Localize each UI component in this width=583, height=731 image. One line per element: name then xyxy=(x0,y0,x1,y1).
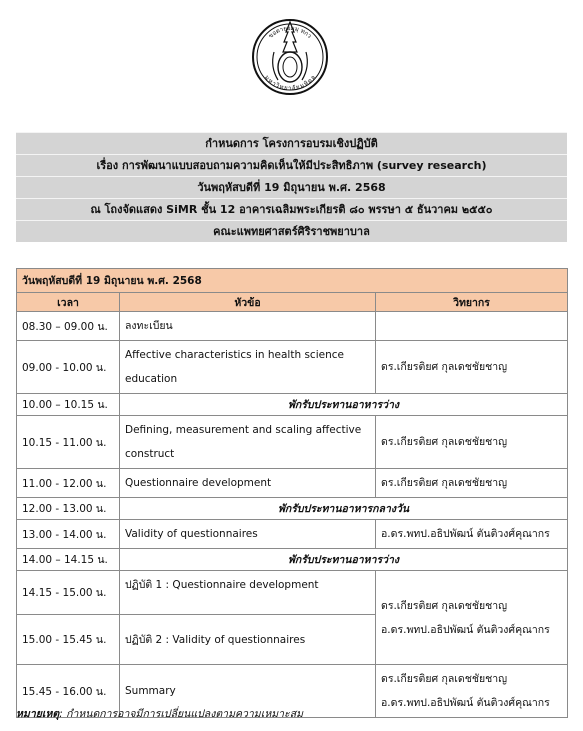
header-date: วันพฤหัสบดีที่ 19 มิถุนายน พ.ศ. 2568 xyxy=(16,176,567,198)
row-topic: Summary xyxy=(120,665,376,718)
row-time: 14.15 - 15.00 น. xyxy=(17,571,120,615)
row-speakers xyxy=(376,312,568,341)
row-topic: ปฏิบัติ 2 : Validity of questionnaires xyxy=(120,615,376,665)
row-topic: ลงทะเบียน xyxy=(120,312,376,341)
row-time: 15.45 - 16.00 น. xyxy=(17,665,120,718)
break-row xyxy=(17,549,568,571)
row-speakers xyxy=(376,416,568,469)
schedule-table-wrapper xyxy=(16,268,567,718)
schedule-date-bar xyxy=(17,269,568,293)
footnote-text: : กำหนดการอาจมีการเปลี่ยนแปลงตามความเหมาะสม xyxy=(59,708,304,720)
row-topic: Defining, measurement and scaling affective construct xyxy=(120,416,376,469)
row-time: 13.00 - 14.00 น. xyxy=(17,520,120,549)
row-time: 11.00 - 12.00 น. xyxy=(17,469,120,498)
column-speaker: วิทยากร xyxy=(376,293,568,312)
row-speakers xyxy=(376,341,568,394)
row-speakers xyxy=(376,469,568,498)
svg-text:ขอตายยมมุ ทกว xyxy=(267,25,312,40)
speaker-name: อ.ดร.พทป.อธิปพัฒน์ ตันติวงศ์คุณากร xyxy=(381,528,550,540)
row-time: 09.00 - 10.00 น. xyxy=(17,341,120,394)
speaker-name: ดร.เกียรติยศ กุลเดชชัยชาญ xyxy=(381,673,508,685)
table-row xyxy=(17,469,568,498)
row-speakers xyxy=(376,520,568,549)
header-venue: ณ โถงจัดแสดง SiMR ชั้น 12 อาคารเฉลิมพระเกียรติ ๘๐ พรรษา ๕ ธันวาคม ๒๕๕๐ xyxy=(16,198,567,220)
seal-icon xyxy=(250,12,330,98)
table-row xyxy=(17,416,568,469)
speaker-name: ดร.เกียรติยศ กุลเดชชัยชาญ xyxy=(381,361,508,373)
row-time: 15.00 - 15.45 น. xyxy=(17,615,120,665)
row-topic: Questionnaire development xyxy=(120,469,376,498)
header-subject: เรื่อง การพัฒนาแบบสอบถามความคิดเห็นให้มีประสิทธิภาพ (survey research) xyxy=(16,154,567,176)
row-break-label: พักรับประทานอาหารกลางวัน xyxy=(120,498,568,520)
speaker-name: อ.ดร.พทป.อธิปพัฒน์ ตันติวงศ์คุณากร xyxy=(381,697,550,709)
row-time: 10.15 - 11.00 น. xyxy=(17,416,120,469)
header-faculty: คณะแพทยศาสตร์ศิริราชพยาบาล xyxy=(16,220,567,242)
row-time: 14.00 – 14.15 น. xyxy=(17,549,120,571)
seal-text-top: ขอตายยมมุ ทกว xyxy=(267,24,313,40)
table-row xyxy=(17,571,568,615)
speaker-name: ดร.เกียรติยศ กุลเดชชัยชาญ xyxy=(381,599,508,612)
footnote xyxy=(16,705,303,722)
schedule-date: วันพฤหัสบดีที่ 19 มิถุนายน พ.ศ. 2568 xyxy=(17,269,568,293)
speaker-name: อ.ดร.พทป.อธิปพัฒน์ ตันติวงศ์คุณากร xyxy=(381,623,550,636)
break-row xyxy=(17,394,568,416)
schedule-table xyxy=(16,268,568,718)
row-time: 10.00 – 10.15 น. xyxy=(17,394,120,416)
table-row xyxy=(17,312,568,341)
row-time: 12.00 - 13.00 น. xyxy=(17,498,120,520)
row-speakers xyxy=(376,665,568,718)
row-topic: Affective characteristics in health science education xyxy=(120,341,376,394)
column-topic: หัวข้อ xyxy=(120,293,376,312)
speaker-name: ดร.เกียรติยศ กุลเดชชัยชาญ xyxy=(381,436,508,448)
row-break-label: พักรับประทานอาหารว่าง xyxy=(120,549,568,571)
university-seal-logo xyxy=(250,12,330,98)
schedule-column-header xyxy=(17,293,568,312)
header-title: กำหนดการ โครงการอบรมเชิงปฏิบัติ xyxy=(16,132,567,154)
seal-text-bottom: มหาวิทยาลัยมหิดล xyxy=(262,74,318,93)
row-speakers xyxy=(376,571,568,665)
speaker-name: ดร.เกียรติยศ กุลเดชชัยชาญ xyxy=(381,477,508,489)
row-break-label: พักรับประทานอาหารว่าง xyxy=(120,394,568,416)
row-time: 08.30 – 09.00 น. xyxy=(17,312,120,341)
table-row xyxy=(17,520,568,549)
footnote-label: หมายเหตุ xyxy=(16,708,60,720)
schedule-body xyxy=(17,312,568,718)
table-row xyxy=(17,341,568,394)
row-topic: ปฏิบัติ 1 : Questionnaire development xyxy=(120,571,376,615)
break-row xyxy=(17,498,568,520)
column-time: เวลา xyxy=(17,293,120,312)
row-topic: Validity of questionnaires xyxy=(120,520,376,549)
